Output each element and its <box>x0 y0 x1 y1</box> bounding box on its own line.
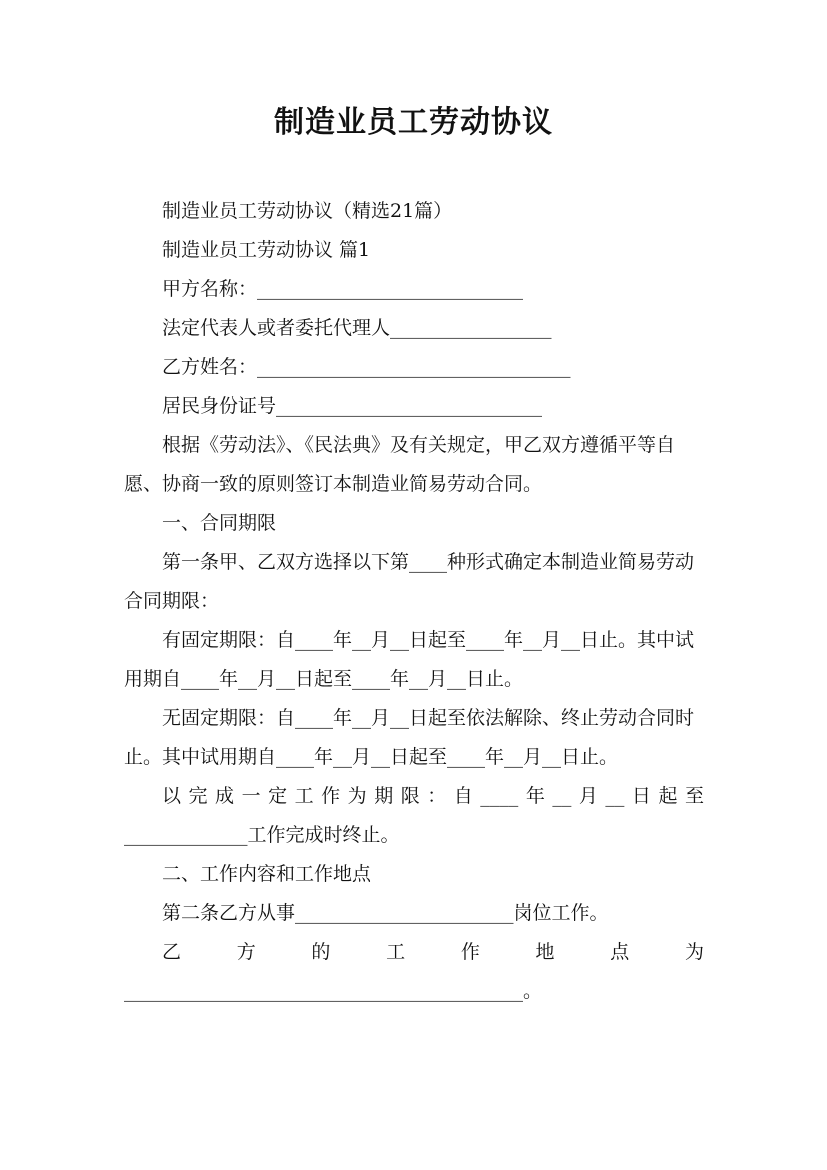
paragraph-fixed-term: 有固定期限：自____年__月__日起至____年__月__日止。其中试用期自____年__月__日起至____年__月__日止。 <box>124 629 695 690</box>
document-body <box>124 192 704 1011</box>
paragraph-legal-representative: 法定代表人或者委托代理人_________________ <box>162 317 552 339</box>
paragraph-article-2: 第二条乙方从事_______________________岗位工作。 <box>162 902 609 924</box>
section-heading-work-content: 二、工作内容和工作地点 <box>162 863 372 885</box>
paragraph-task-term: 以完成一定工作为期限：自____年__月__日起至 <box>162 785 704 807</box>
paragraph-party-b-name: 乙方姓名：_________________________________ <box>162 356 571 378</box>
section-heading-contract-term: 一、合同期限 <box>162 512 277 534</box>
paragraph-subtitle: 制造业员工劳动协议（精选21篇） <box>162 200 453 222</box>
paragraph-task-term-end: _____________工作完成时终止。 <box>124 824 400 846</box>
paragraph-work-location-blank: __________________________________________。 <box>124 980 543 1002</box>
paragraph-preamble: 根据《劳动法》、《民法典》及有关规定，甲乙双方遵循平等自愿、协商一致的原则签订本制造业简易劳动合同。 <box>124 434 676 495</box>
paragraph-open-term: 无固定期限：自____年__月__日起至依法解除、终止劳动合同时止。其中试用期自____年__月__日起至____年__月__日止。 <box>124 707 695 768</box>
paragraph-id-number: 居民身份证号____________________________ <box>162 395 543 417</box>
document-title: 制造业员工劳动协议 <box>274 105 553 140</box>
paragraph-chapter-heading: 制造业员工劳动协议 篇1 <box>162 239 371 261</box>
paragraph-party-a-name: 甲方名称：____________________________ <box>162 278 524 300</box>
paragraph-work-location: 乙方的工作地点为 <box>162 941 704 963</box>
paragraph-article-1: 第一条甲、乙双方选择以下第____种形式确定本制造业简易劳动合同期限： <box>124 551 695 612</box>
